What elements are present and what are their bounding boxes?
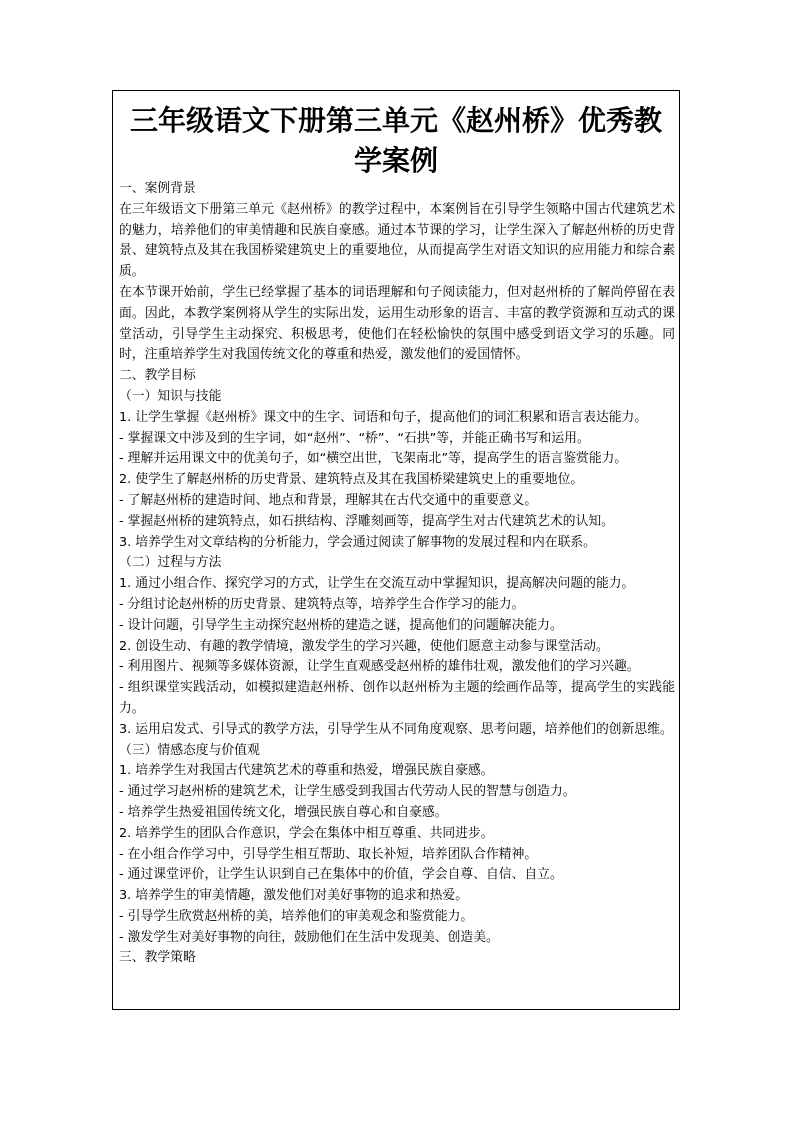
bullet-item: - 了解赵州桥的建造时间、地点和背景，理解其在古代交通中的重要意义。 (119, 492, 538, 508)
bullet-item: - 在小组合作学习中，引导学生相互帮助、取长补短，培养团队合作精神。 (119, 846, 538, 862)
bullet-item: - 通过课堂评价，让学生认识到自己在集体中的价值，学会自尊、自信、自立。 (119, 867, 563, 883)
subsection-heading: （二）过程与方法 (119, 555, 222, 571)
subsection-heading: （一）知识与技能 (119, 388, 222, 404)
section-heading: 三、教学策略 (119, 950, 196, 966)
paragraph: 在本节课开始前，学生已经掌握了基本的词语理解和句子阅读能力，但对赵州桥的了解尚停留在表面。因此，本教学案例将从学生的实际出发，运用生动形象的语言、丰富的教学资源和互动式的课堂活动，引导学生主动探究、积极思考，使他们在轻松愉快的氛围中感受到语文学习的乐趣。同时，注重培养学生对我国传统文化的尊重和热爱，激发他们的爱国情怀。 (119, 284, 675, 363)
numbered-item: 1. 让学生掌握《赵州桥》课文中的生字、词语和句子，提高他们的词汇积累和语言表达能力。 (119, 409, 648, 425)
bullet-item: - 分组讨论赵州桥的历史背景、建筑特点等，培养学生合作学习的能力。 (119, 596, 525, 612)
bullet-item: - 利用图片、视频等多媒体资源，让学生直观感受赵州桥的雄伟壮观，激发他们的学习兴趣。 (119, 659, 640, 675)
section-heading: 一、案例背景 (119, 181, 196, 196)
numbered-item: 2. 培养学生的团队合作意识，学会在集体中相互尊重、共同进步。 (119, 825, 494, 841)
bullet-item: - 组织课堂实践活动，如模拟建造赵州桥、创作以赵州桥为主题的绘画作品等，提高学生的实践能力。 (119, 680, 675, 716)
document-frame (112, 90, 680, 1010)
document-body (119, 179, 675, 969)
section-heading: 二、教学目标 (119, 368, 196, 384)
title-line-2: 学案例 (353, 144, 438, 177)
bullet-item: - 通过学习赵州桥的建筑艺术，让学生感受到我国古代劳动人民的智慧与创造力。 (119, 784, 576, 800)
numbered-item: 2. 创设生动、有趣的教学情境，激发学生的学习兴趣，使他们愿意主动参与课堂活动。 (119, 638, 609, 654)
numbered-item: 3. 运用启发式、引导式的教学方法，引导学生从不同角度观察、思考问题，培养他们的创新思维。 (119, 721, 673, 737)
bullet-item: - 掌握赵州桥的建筑特点，如石拱结构、浮雕刻画等，提高学生对古代建筑艺术的认知。 (119, 513, 614, 529)
bullet-item: - 激发学生对美好事物的向往，鼓励他们在生活中发现美、创造美。 (119, 929, 499, 945)
bullet-item: - 掌握课文中涉及到的生字词，如“赵州”、“桥”、“石拱”等，并能正确书写和运用。 (119, 430, 590, 446)
bullet-item: - 引导学生欣赏赵州桥的美，培养他们的审美观念和鉴赏能力。 (119, 908, 474, 924)
bullet-item: - 培养学生热爱祖国传统文化，增强民族自尊心和自豪感。 (119, 804, 448, 820)
title-line-1: 三年级语文下册第三单元《赵州桥》优秀教 (129, 104, 662, 137)
numbered-item: 2. 使学生了解赵州桥的历史背景、建筑特点及其在我国桥梁建筑史上的重要地位。 (119, 472, 584, 488)
bullet-item: - 设计问题，引导学生主动探究赵州桥的建造之谜，提高他们的问题解决能力。 (119, 617, 563, 633)
numbered-item: 3. 培养学生对文章结构的分析能力，学会通过阅读了解事物的发展过程和内在联系。 (119, 534, 596, 550)
numbered-item: 1. 培养学生对我国古代建筑艺术的尊重和热爱，增强民族自豪感。 (119, 763, 494, 779)
document-title (113, 101, 679, 181)
numbered-item: 1. 通过小组合作、探究学习的方式，让学生在交流互动中掌握知识，提高解决问题的能力。 (119, 576, 635, 592)
subsection-heading: （三）情感态度与价值观 (119, 742, 260, 758)
numbered-item: 3. 培养学生的审美情趣，激发他们对美好事物的追求和热爱。 (119, 888, 468, 904)
bullet-item: - 理解并运用课文中的优美句子，如“横空出世，飞架南北”等，提高学生的语言鉴赏能力。 (119, 451, 628, 467)
paragraph: 在三年级语文下册第三单元《赵州桥》的教学过程中，本案例旨在引导学生领略中国古代建筑艺术的魅力，培养他们的审美情趣和民族自豪感。通过本节课的学习，让学生深入了解赵州桥的历史背景、建筑特点及其在我国桥梁建筑史上的重要地位，从而提高学生对语文知识的应用能力和综合素质。 (119, 201, 675, 280)
